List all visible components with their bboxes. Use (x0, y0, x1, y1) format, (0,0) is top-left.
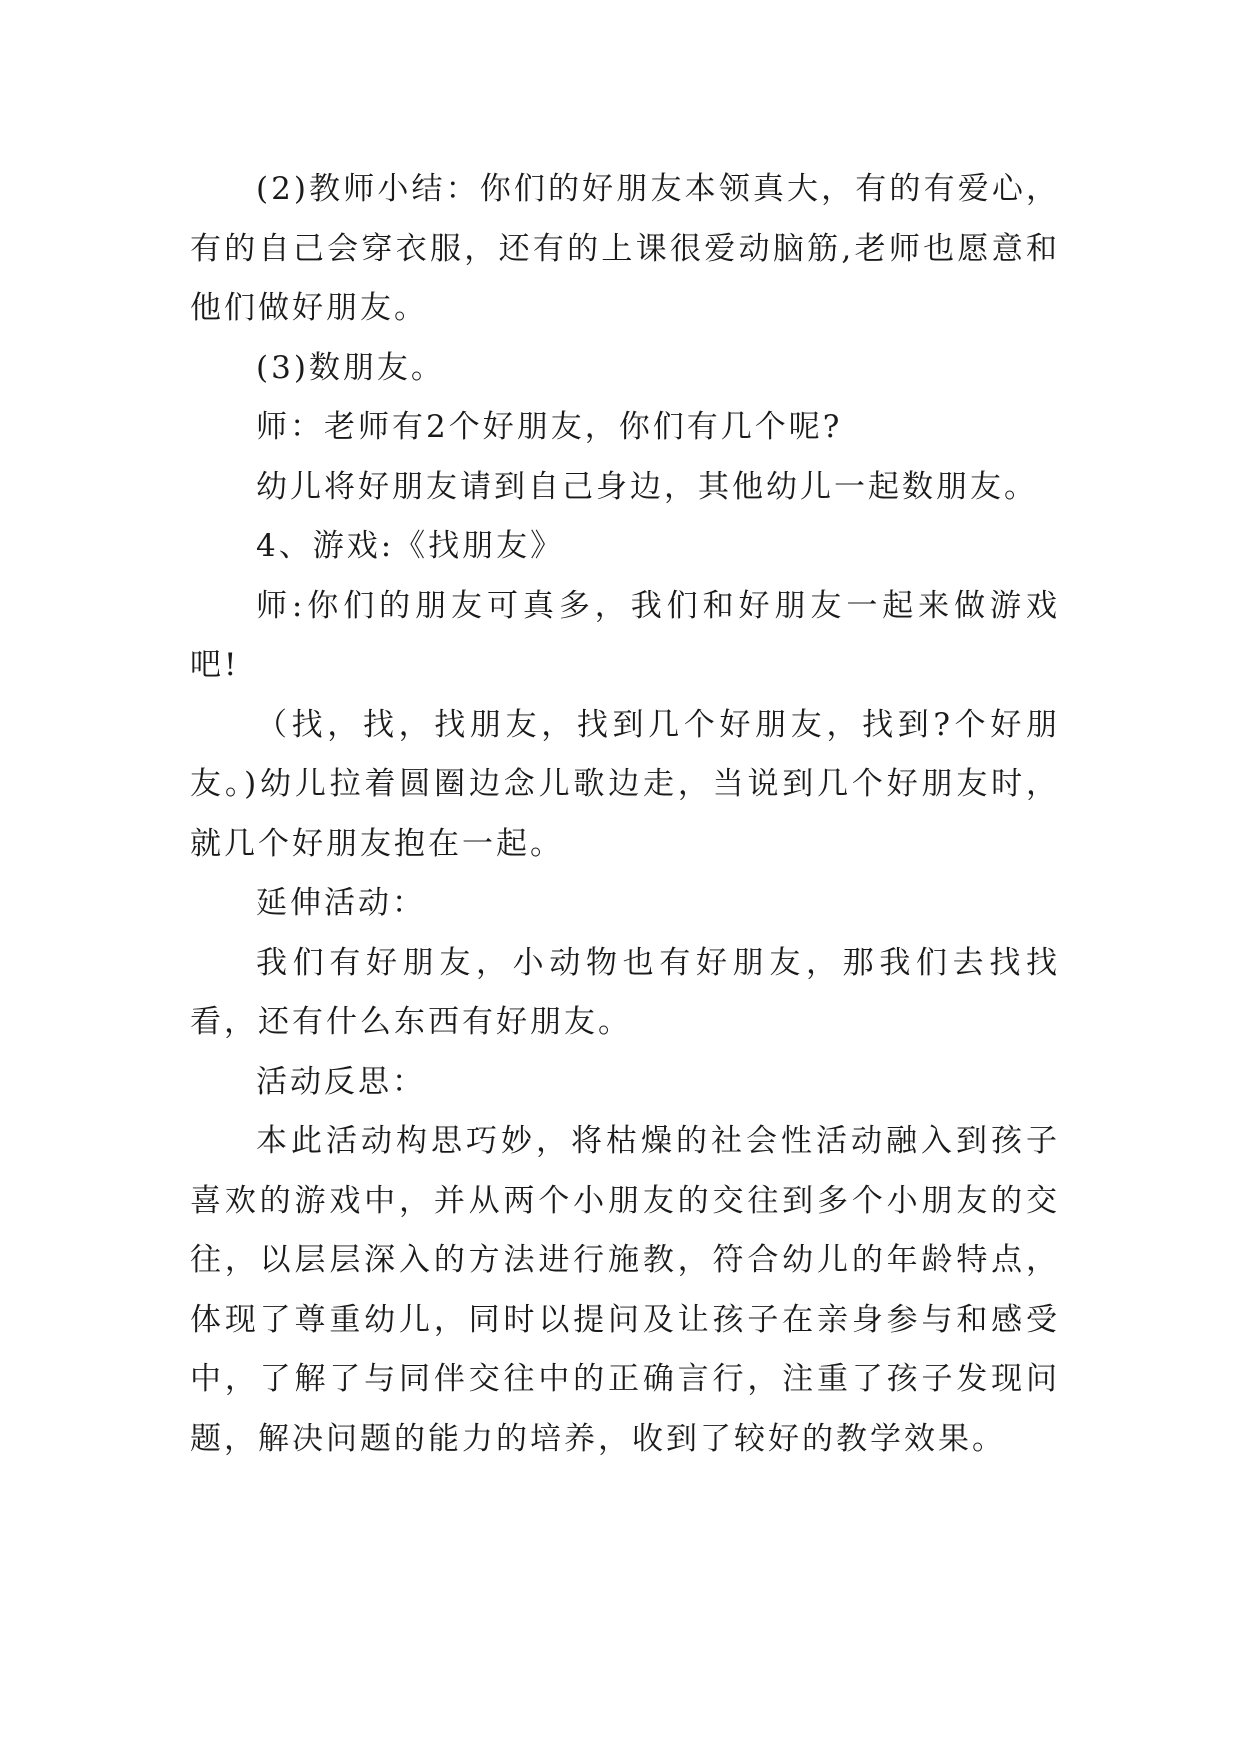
paragraph-extension-body: 我们有好朋友，小动物也有好朋友，那我们去找找看，还有什么东西有好朋友。 (190, 944, 1060, 1040)
paragraph-children-count: 幼儿将好朋友请到自己身边，其他幼儿一起数朋友。 (256, 468, 1038, 505)
paragraph-reflection-body: 本此活动构思巧妙，将枯燥的社会性活动融入到孩子喜欢的游戏中，并从两个小朋友的交往到多个小朋友的交往，以层层深入的方法进行施教，符合幼儿的年龄特点，体现了尊重幼儿，同时以提问及让孩子在亲身参与和感受中，了解了与同伴交往中的正确言行，注重了孩子发现问题，解决问题的能力的培养，收到了较好的教学效果。 (190, 1123, 1060, 1457)
paragraph-extension-heading: 延伸活动： (256, 885, 426, 921)
paragraph-count-friends-heading: (3)数朋友。 (256, 349, 445, 386)
paragraph-teacher-summary: (2)教师小结：你们的好朋友本领真大，有的有爱心，有的自己会穿衣服，还有的上课很爱动脑筋,老师也愿意和他们做好朋友。 (190, 171, 1060, 326)
document-body (190, 160, 1060, 1469)
paragraph-reflection-heading: 活动反思： (256, 1063, 426, 1100)
paragraph-teacher-question: 师：老师有2个好朋友，你们有几个呢? (256, 409, 843, 445)
paragraph-game-heading: 4、游戏:《找朋友》 (256, 528, 565, 564)
paragraph-game-song: （找，找，找朋友，找到几个好朋友，找到?个好朋友。)幼儿拉着圆圈边念儿歌边走，当说到几个好朋友时，就几个好朋友抱在一起。 (190, 706, 1060, 862)
paragraph-teacher-game-intro: 师:你们的朋友可真多，我们和好朋友一起来做游戏吧! (190, 587, 1060, 683)
